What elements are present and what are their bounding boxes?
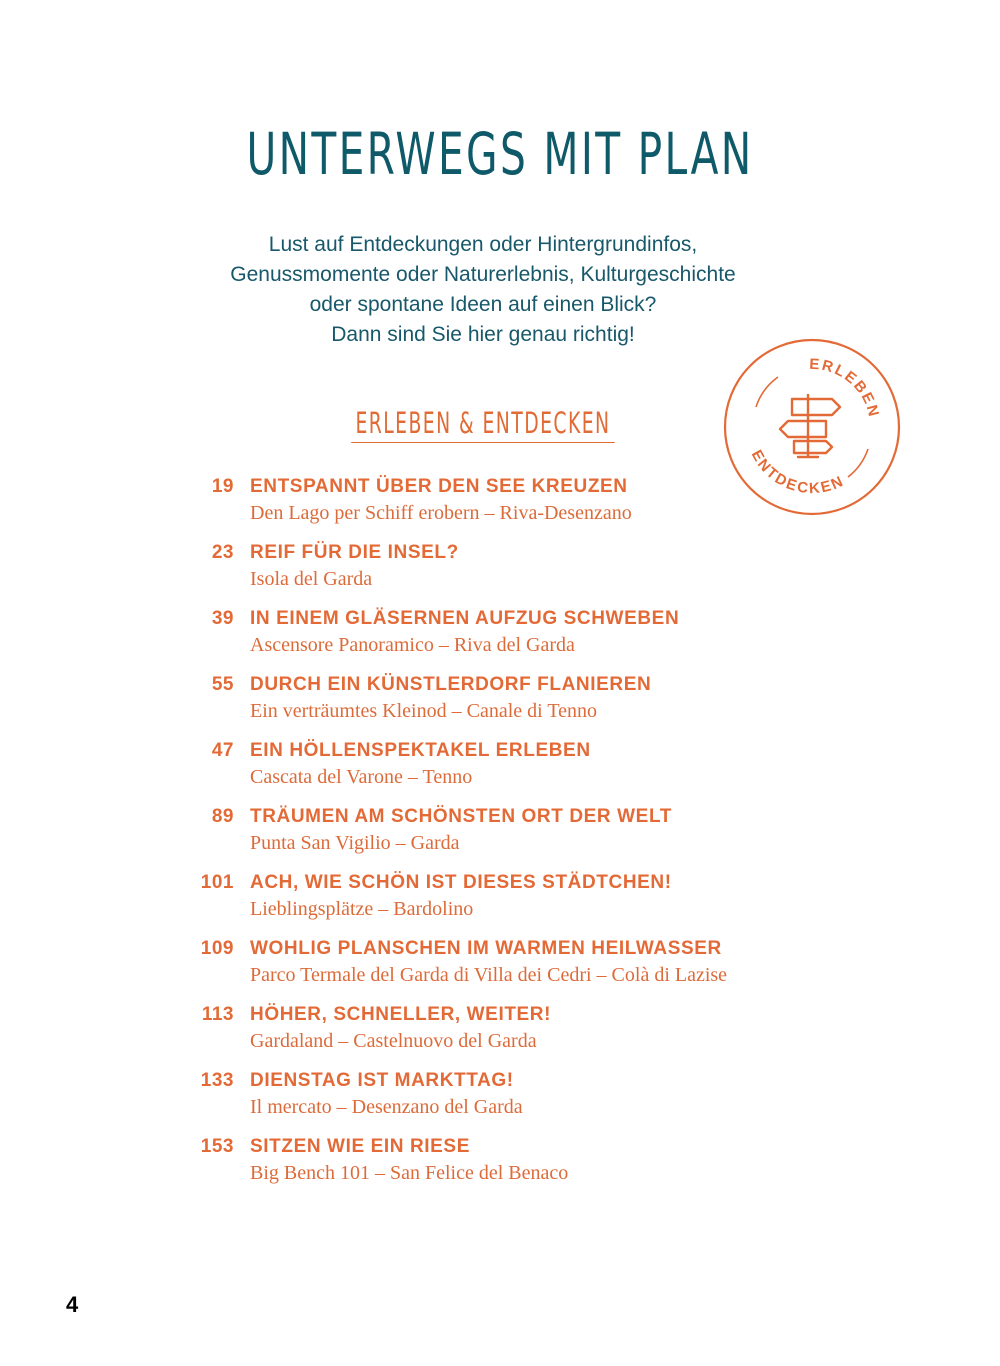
entry-title: IN EINEM GLÄSERNEN AUFZUG SCHWEBEN (250, 608, 680, 629)
stamp-bottom-label: ENTDECKEN (747, 447, 848, 498)
entry-page-number: 39 (211, 608, 234, 629)
stamp-top-label: ERLEBEN (808, 355, 883, 420)
toc-entry[interactable] (0, 1134, 1000, 1187)
page-number: 4 (66, 1292, 79, 1317)
entry-page-number: 55 (211, 674, 234, 695)
entry-subtitle: Punta San Vigilio – Garda (250, 832, 460, 854)
entry-subtitle: Parco Termale del Garda di Villa dei Cedri – Colà di Lazise (250, 964, 728, 986)
entry-subtitle: Ascensore Panoramico – Riva del Garda (250, 634, 575, 656)
entry-subtitle: Il mercato – Desenzano del Garda (250, 1096, 523, 1118)
signpost-icon (780, 395, 840, 457)
entry-subtitle: Cascata del Varone – Tenno (250, 766, 473, 788)
entry-subtitle: Lieblingsplätze – Bardolino (250, 898, 474, 920)
section-heading (351, 406, 615, 443)
section-heading-text: ERLEBEN & ENTDECKEN (355, 406, 611, 440)
stamp-inner-arc (848, 449, 868, 477)
toc-entry[interactable] (0, 804, 1000, 857)
intro-line: Dann sind Sie hier genau richtig! (331, 323, 635, 346)
entry-title: REIF FÜR DIE INSEL? (250, 542, 459, 563)
toc-entry[interactable] (0, 672, 1000, 725)
entry-title: ENTSPANNT ÜBER DEN SEE KREUZEN (250, 476, 628, 497)
intro-line: Lust auf Entdeckungen oder Hintergrundinfos, (268, 233, 698, 256)
entry-page-number: 19 (211, 476, 234, 497)
entry-page-number: 113 (201, 1004, 234, 1025)
toc-list (0, 474, 1000, 1200)
toc-entry[interactable] (0, 1068, 1000, 1121)
entry-title: SITZEN WIE EIN RIESE (250, 1136, 470, 1157)
entry-title: WOHLIG PLANSCHEN IM WARMEN HEILWASSER (250, 938, 722, 959)
toc-entry[interactable] (0, 870, 1000, 923)
entry-page-number: 109 (200, 938, 234, 959)
entry-title: ACH, WIE SCHÖN IST DIESES STÄDTCHEN! (250, 872, 672, 893)
entry-subtitle: Gardaland – Castelnuovo del Garda (250, 1030, 537, 1052)
toc-entry[interactable] (0, 936, 1000, 989)
toc-entry[interactable] (0, 540, 1000, 593)
entry-page-number: 133 (200, 1070, 234, 1091)
toc-entry[interactable] (0, 738, 1000, 791)
entry-page-number: 101 (200, 872, 234, 893)
entry-page-number: 89 (211, 806, 234, 827)
stamp-inner-arc (756, 377, 778, 407)
toc-entry[interactable] (0, 474, 1000, 527)
entry-subtitle: Den Lago per Schiff erobern – Riva-Desenzano (250, 502, 632, 524)
entry-title: DURCH EIN KÜNSTLERDORF FLANIEREN (250, 674, 652, 695)
intro-line: Genussmomente oder Naturerlebnis, Kulturgeschichte (230, 263, 736, 286)
entry-page-number: 47 (211, 740, 234, 761)
entry-title: DIENSTAG IST MARKTTAG! (250, 1070, 514, 1091)
intro-text (150, 230, 816, 350)
entry-page-number: 23 (211, 542, 234, 563)
toc-entry[interactable] (0, 1002, 1000, 1055)
intro-line: oder spontane Ideen auf einen Blick? (309, 293, 657, 316)
toc-entry[interactable] (0, 606, 1000, 659)
entry-subtitle: Isola del Garda (250, 568, 373, 590)
entry-subtitle: Big Bench 101 – San Felice del Benaco (250, 1162, 569, 1184)
entry-title: TRÄUMEN AM SCHÖNSTEN ORT DER WELT (250, 806, 672, 827)
page-title: UNTERWEGS MIT PLAN (246, 120, 754, 188)
section-heading-underline (351, 442, 615, 443)
entry-title: EIN HÖLLENSPEKTAKEL ERLEBEN (250, 740, 591, 761)
entry-page-number: 153 (200, 1136, 234, 1157)
entry-subtitle: Ein verträumtes Kleinod – Canale di Tenno (250, 700, 598, 722)
entry-title: HÖHER, SCHNELLER, WEITER! (250, 1004, 552, 1025)
